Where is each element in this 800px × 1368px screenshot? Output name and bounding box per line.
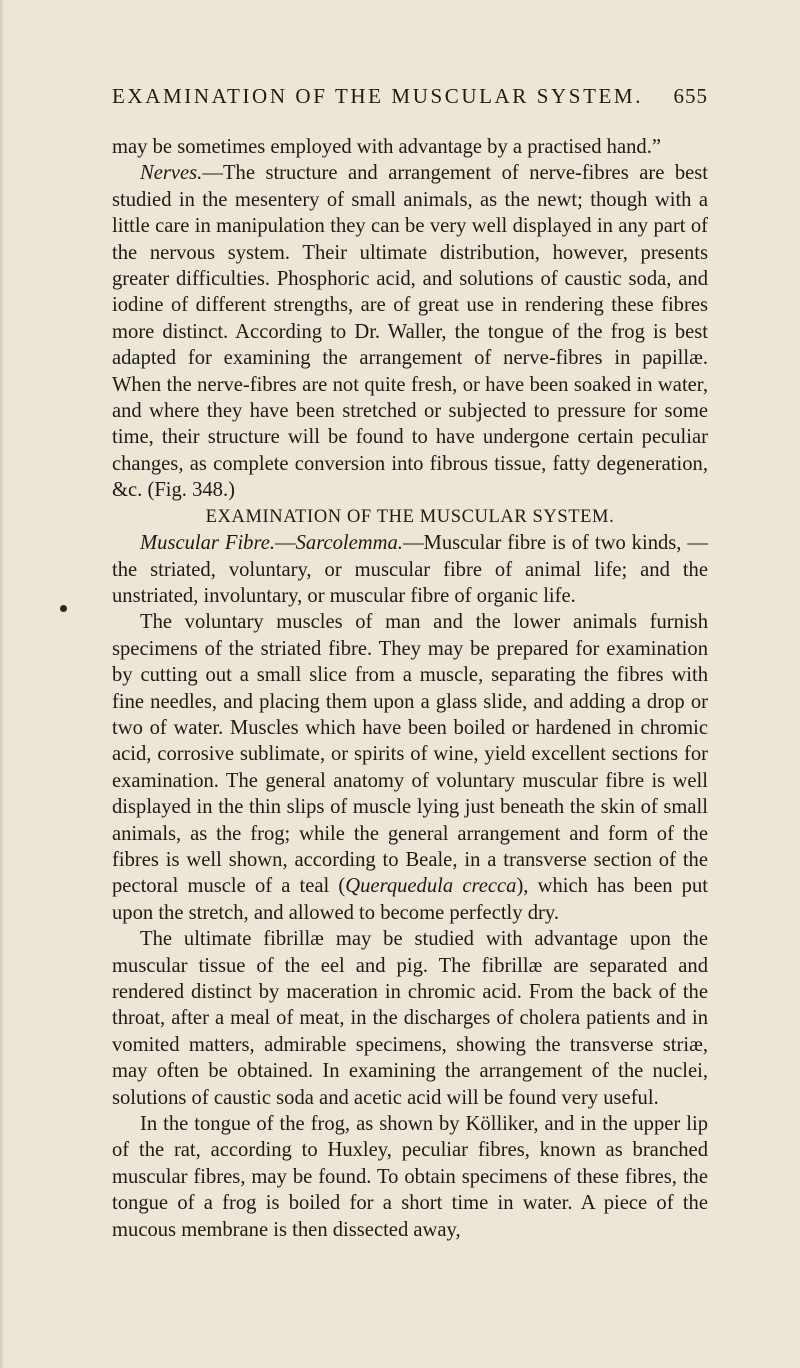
paragraph-voluntary-text-a: The voluntary muscles of man and the lower animals furnish specimens of the striated fibre. They may be prepared for examination by cutting out a small slice from a muscle, separating the fibres with fine needles, and placing them upon a glass slide, and adding a drop or two of water. Muscles which have been boiled or hardened in chromic acid, corrosive sublimate, or spirits of wine, yield excellent sections for examination. The general anatomy of voluntary muscular fibre is well displayed in the thin slips of muscle lying just beneath the skin of small animals, as the frog; while the general arrangement and form of the fibres is well shown, according to Beale, in a transverse section of the pectoral muscle of a teal ( bbox=[112, 611, 708, 898]
page-number: 655 bbox=[673, 84, 708, 108]
heading-separator: — bbox=[275, 532, 296, 555]
body-text bbox=[112, 134, 708, 1243]
run-in-heading-nerves: Nerves. bbox=[140, 162, 203, 185]
paragraph-branched-fibres: In the tongue of the frog, as shown by Kölliker, and in the upper lip of the rat, according to Huxley, peculiar fibres, known as branched muscular fibres, may be found. To obtain specimens of these fibres, the tongue of a frog is boiled for a short time in water. A piece of the mucous membrane is then dissected away, bbox=[112, 1113, 708, 1241]
running-title: EXAMINATION OF THE MUSCULAR SYSTEM. bbox=[112, 84, 644, 108]
species-name: Querquedula crecca bbox=[345, 875, 517, 898]
paragraph-muscular-fibre-text: —Muscular fibre is of two kinds, —the striated, voluntary, or muscular fibre of animal life; and the unstriated, involuntary, or muscular fibre of organic life. bbox=[112, 532, 708, 607]
paragraph-continuation: may be sometimes employed with advantage by a practised hand.” bbox=[112, 136, 661, 158]
paragraph-nerves bbox=[112, 160, 708, 503]
paragraph-nerves-text: —The structure and arrangement of nerve-fibres are best studied in the mesentery of small animals, as the newt; though with a little care in manipulation they can be very well displayed in any part of the nervous system. Their ultimate distribution, however, presents greater difficulties. Phosphoric acid, and solutions of caustic soda, and iodine of different strengths, are of great use in rendering these fibres more distinct. According to Dr. Waller, the tongue of the frog is best adapted for examining the arrangement of nerve-fibres in papillæ. When the nerve-fibres are not quite fresh, or have been soaked in water, and where they have been stretched or subjected to pressure for some time, their structure will be found to have undergone certain peculiar changes, as complete conversion into fibrous tissue, fatty degeneration, &c. (Fig. 348.) bbox=[112, 162, 708, 502]
paragraph-voluntary-text-b: ), which has been put upon the stretch, and allowed to become perfectly dry. bbox=[112, 875, 708, 924]
run-in-heading-sarcolemma: Sarcolemma. bbox=[295, 532, 403, 555]
paragraph-muscular-fibre bbox=[112, 530, 708, 609]
page-gutter-shadow bbox=[0, 0, 4, 1368]
run-in-heading-muscular-fibre: Muscular Fibre. bbox=[140, 532, 276, 555]
section-heading: EXAMINATION OF THE MUSCULAR SYSTEM. bbox=[205, 506, 615, 527]
margin-ink-dot bbox=[60, 605, 67, 612]
paragraph-fibrillae: The ultimate fibrillæ may be studied with advantage upon the muscular tissue of the eel and pig. The fibrillæ are separated and rendered distinct by maceration in chromic acid. From the back of the throat, after a meal of meat, in the discharges of cholera patients and in vomited matters, admirable specimens, showing the transverse striæ, may often be obtained. In examining the arrangement of the nuclei, solutions of caustic soda and acetic acid will be found very useful. bbox=[112, 928, 708, 1109]
paragraph-voluntary-muscles bbox=[112, 609, 708, 926]
